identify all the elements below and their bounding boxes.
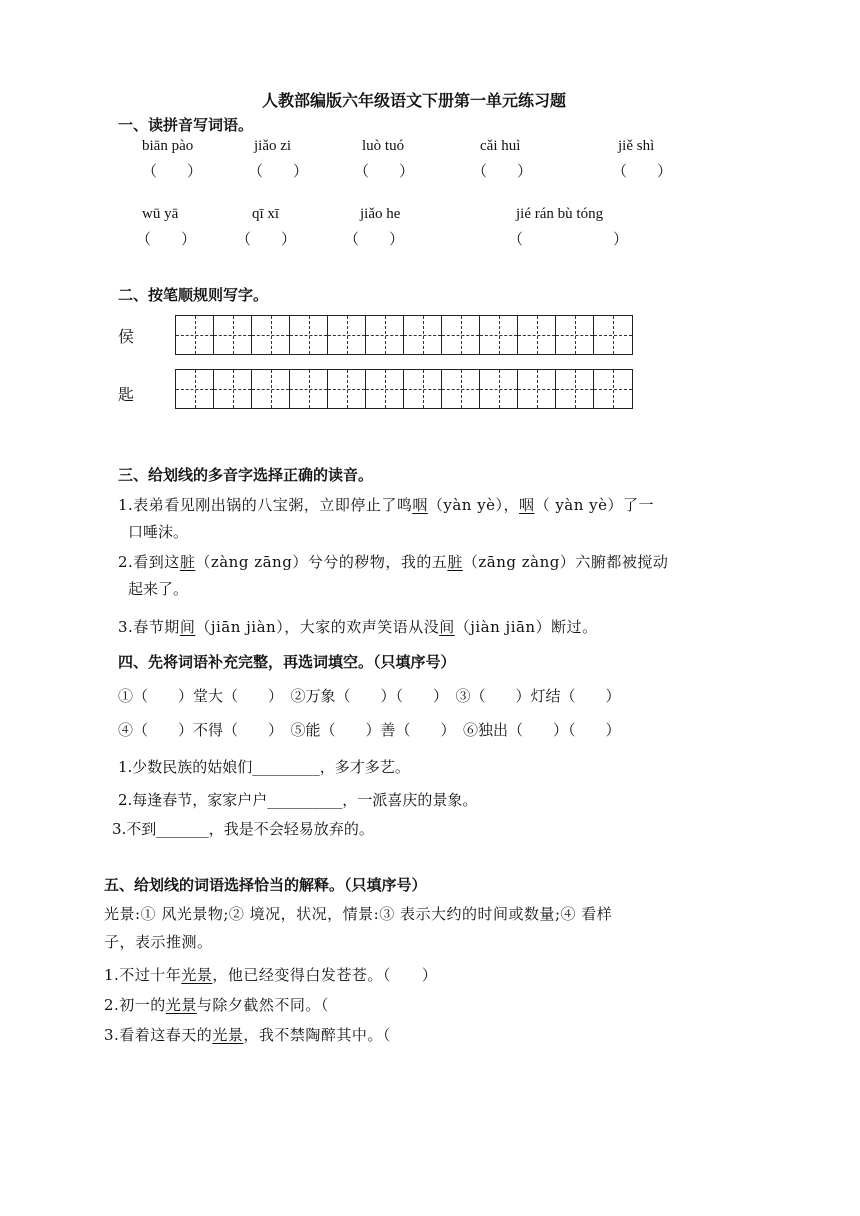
- answer-blank[interactable]: （ ）: [142, 164, 203, 180]
- grid-cell[interactable]: [176, 316, 214, 354]
- idiom-row-2: ④（ ）不得（ ） ⑤能（ ）善（ ） ⑥独出（ ）（ ）: [118, 721, 621, 739]
- grid-cell[interactable]: [556, 316, 594, 354]
- practice-char-hou: 侯: [118, 327, 135, 346]
- text: （jiàn jiān）断过。: [454, 618, 598, 636]
- grid-cell[interactable]: [556, 370, 594, 408]
- question-5-2: [104, 994, 329, 1015]
- answer-blank[interactable]: （ ）: [354, 164, 415, 180]
- text: （jiān jiàn），大家的欢声笑语从没: [195, 618, 440, 636]
- grid-cell[interactable]: [366, 370, 404, 408]
- pinyin-caihui: cǎi huì: [480, 138, 521, 154]
- grid-cell[interactable]: [594, 370, 632, 408]
- pinyin-qixi: qī xī: [252, 206, 280, 222]
- underlined-char: 脏: [447, 553, 463, 571]
- grid-cell[interactable]: [404, 370, 442, 408]
- grid-cell[interactable]: [214, 370, 252, 408]
- writing-grid-2[interactable]: [175, 369, 633, 409]
- question-3-1-line-2: 口唾沫。: [128, 523, 189, 541]
- grid-cell[interactable]: [480, 370, 518, 408]
- text: （zàng zāng）兮兮的秽物，我的五: [195, 553, 448, 571]
- answer-blank[interactable]: （ ）: [248, 164, 309, 180]
- pinyin-luotuo: luò tuó: [362, 138, 405, 154]
- answer-blank[interactable]: （ ）: [344, 232, 405, 248]
- underlined-char: 咽: [412, 496, 428, 514]
- section-2-heading: 二、按笔顺规则写字。: [118, 286, 269, 304]
- text: （zāng zàng）六腑都被搅动: [462, 553, 669, 571]
- text: 2.看到这: [118, 553, 180, 571]
- text: 3.看着这春天的: [104, 1026, 213, 1044]
- question-5-1: [104, 964, 437, 985]
- text: 3.春节期: [118, 618, 180, 636]
- pinyin-wuya: wū yā: [142, 206, 179, 222]
- pinyin-jieshi: jiě shì: [618, 138, 655, 154]
- question-3-2-line-1: [118, 551, 668, 572]
- text: （ yàn yè）了一: [534, 496, 655, 514]
- grid-cell[interactable]: [214, 316, 252, 354]
- fill-question-1: 1.少数民族的姑娘们_________，多才多艺。: [118, 758, 410, 776]
- idiom-row-1: ①（ ）堂大（ ） ②万象（ ）（ ） ③（ ）灯结（ ）: [118, 687, 621, 705]
- underlined-word: 光景: [181, 966, 213, 984]
- question-3-3: [118, 616, 598, 637]
- pinyin-jierantong: jié rán bù tóng: [516, 206, 604, 222]
- underlined-char: 间: [179, 618, 196, 636]
- fill-question-2: 2.每逢春节，家家户户__________，一派喜庆的景象。: [118, 791, 478, 809]
- answer-blank[interactable]: （ ）: [612, 164, 673, 180]
- underlined-word: 光景: [212, 1026, 244, 1044]
- grid-cell[interactable]: [518, 370, 556, 408]
- grid-cell[interactable]: [404, 316, 442, 354]
- pinyin-jiaozi: jiǎo zi: [254, 138, 292, 154]
- text: （yàn yè），: [427, 496, 520, 514]
- question-3-2-line-2: 起来了。: [128, 580, 189, 598]
- answer-blank[interactable]: （ ）: [472, 164, 533, 180]
- text: 2.初一的: [104, 996, 166, 1014]
- pinyin-bianpao: biān pào: [142, 138, 194, 154]
- practice-char-chi: 匙: [118, 385, 135, 404]
- grid-cell[interactable]: [442, 316, 480, 354]
- answer-blank[interactable]: （ ）: [508, 232, 629, 248]
- underlined-word: 光景: [165, 996, 197, 1014]
- answer-blank[interactable]: （ ）: [136, 232, 197, 248]
- text: ，他已经变得白发苍苍。（ ）: [212, 966, 438, 984]
- grid-cell[interactable]: [252, 316, 290, 354]
- pinyin-jiaohe: jiǎo he: [360, 206, 401, 222]
- grid-cell[interactable]: [480, 316, 518, 354]
- definition-line-1: 光景:① 风光景物;② 境况，状况，情景:③ 表示大约的时间或数量;④ 看样: [104, 905, 613, 923]
- grid-cell[interactable]: [442, 370, 480, 408]
- grid-cell[interactable]: [176, 370, 214, 408]
- section-5-heading: 五、给划线的词语选择恰当的解释。（只填序号）: [104, 876, 427, 894]
- grid-cell[interactable]: [290, 370, 328, 408]
- answer-blank[interactable]: （ ）: [236, 232, 297, 248]
- grid-cell[interactable]: [518, 316, 556, 354]
- underlined-char: 脏: [179, 553, 196, 571]
- page-title: 人教部编版六年级语文下册第一单元练习题: [262, 91, 567, 110]
- grid-cell[interactable]: [328, 370, 366, 408]
- text: 1.表弟看见刚出锅的八宝粥，立即停止了鸣: [118, 496, 413, 514]
- text: 1.不过十年: [104, 966, 182, 984]
- section-3-heading: 三、给划线的多音字选择正确的读音。: [118, 466, 374, 484]
- underlined-char: 咽: [519, 496, 535, 514]
- fill-question-3: 3.不到_______，我是不会轻易放弃的。: [112, 820, 374, 838]
- text: 与除夕截然不同。（: [196, 996, 329, 1014]
- text: ，我不禁陶醉其中。（: [243, 1026, 391, 1044]
- section-4-heading: 四、先将词语补充完整，再选词填空。（只填序号）: [118, 653, 456, 671]
- question-5-3: [104, 1024, 391, 1045]
- grid-cell[interactable]: [366, 316, 404, 354]
- section-1-heading: 一、读拼音写词语。: [118, 116, 254, 134]
- grid-cell[interactable]: [252, 370, 290, 408]
- writing-grid-1[interactable]: [175, 315, 633, 355]
- grid-cell[interactable]: [594, 316, 632, 354]
- question-3-1-line-1: [118, 494, 654, 515]
- definition-line-2: 子，表示推测。: [104, 933, 213, 951]
- grid-cell[interactable]: [328, 316, 366, 354]
- grid-cell[interactable]: [290, 316, 328, 354]
- underlined-char: 间: [439, 618, 455, 636]
